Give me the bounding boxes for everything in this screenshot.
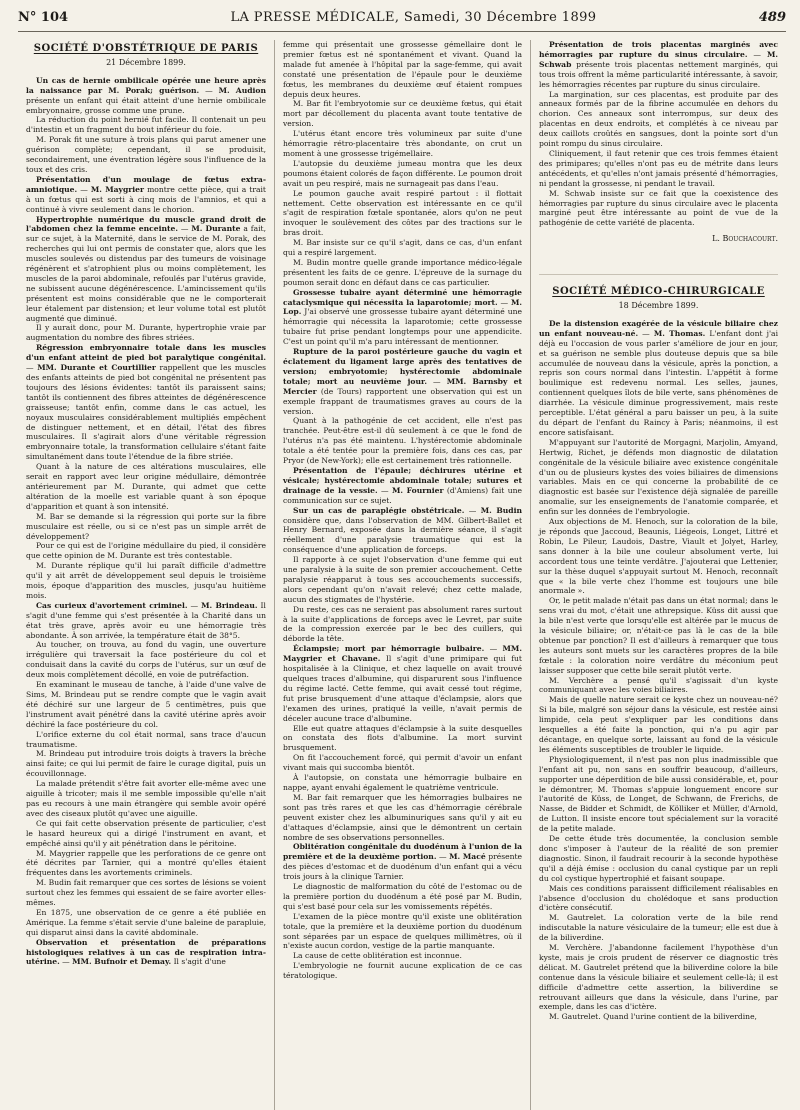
article-title: Présentation d'un moulage de fœtus extra-amniotique. [26, 174, 266, 194]
article-text: (de Tours) rapportent une observation qui est un exemple frappant de traumatismes graves au cours de la version. [283, 386, 522, 416]
article-paragraph: L'embryologie ne fournit aucune explication de ce cas tératologique. [283, 961, 522, 981]
signature: L. Bouchacourt. [712, 234, 778, 244]
article-paragraph: On fit l'accouchement forcé, qui permit d'avoir un enfant vivant mais qui succomba bientôt. [283, 753, 522, 773]
article-paragraph: M. Verchère a pensé qu'il s'agissait d'un kyste communiquant avec les voies biliaires. [539, 675, 778, 695]
article-paragraph: Grossesse tubaire ayant déterminé une hémorragie cataclysmique qui nécessita la laparotomie; mort. — M. Lop. J'ai observé une grossesse tubaire ayant déterminé une hémorragie qui nécessita la laparotomie; cette grossesse tubaire fut prise pendant longtemps pour une appendicite. C'est un point qu'il m'a paru intéressant de mentionner. [283, 287, 523, 347]
article-paragraph: Le poumon gauche avait respiré partout : il flottait nettement. Cette observation est intéressante en ce qu'il s'agit de respiration fœtale spontanée, alors qu'on ne peut invoquer le soulèvement des côtes par des tractions sur le bras droit. [283, 188, 522, 238]
society-date: 18 Décembre 1899. [618, 301, 699, 311]
article-title: Hypertrophie numérique du muscle grand droit de l'abdomen chez la femme enceinte. [26, 214, 266, 234]
article-title: Sur un cas de paraplégie obstétricale. [293, 505, 465, 515]
article-text: rappellent que les muscles des enfants atteints de pied bot congénital ne présentent pas toujours des lésions évidentes: tantôt ils paraissent sains; tantôt ils contiennent des fibres atteintes de dégénérescence graisseuse; tantôt enfin, comme dans le cas actuel, les noyaux musculaires considérablement multipliés empêchent de distinguer nettement, et en détail, l'état des fibres musculaires. Il s'agirait alors d'une véritable régression embryonnaire totale, la transformation cellulaire s'étant faite simultanément dans toute l'étendue de la fibre striée. [26, 363, 266, 462]
article-paragraph: Or, le petit malade n'était pas dans un état normal; dans le sens vrai du mot, c'était une athrepsique. Küss dit aussi que la bile n'est verte que lorsqu'elle est altérée par le mucus de la vésicule biliaire; or, n'était-ce pas là le cas de la bile obtenue par ponction? Il est d'ailleurs à remarquer que tous les auteurs sont muets sur les caractères propres de la bile fœtale : la coloration noire verdâtre du méconium peut laisser supposer que cette bile serait plutôt verte. [539, 596, 778, 675]
article-paragraph: Observation et présentation de préparations histologiques relatives à un cas de respiration intra-utérine. — MM. Bufnoir et Demay. Il s'agit d'une [26, 937, 266, 967]
article-text: Il s'agit d'une primipare qui fut hospitalisée à la Clinique, et chez laquelle on avait trouvé quelques traces d'albumine, qui disparurent sous l'influence du régime lacté. Cette femme, qui avait cessé tout régime, fut prise brusquement d'une attaque d'éclampsie, alors que l'examen des urines, pratiqué la veille, n'avait permis de déceler aucune trace d'albumine. [283, 654, 522, 723]
article-author: M. Maygrier [90, 184, 144, 194]
article-author: M. Audion [218, 85, 266, 95]
article-paragraph: Oblitération congénitale du duodénum à l'union de la première et de la deuxième portion. — M. Macé présente des pièces d'estomac et de duodénum d'un enfant qui a vécu trois jours à la clinique Tarnier. [283, 842, 523, 882]
article-paragraph: M. Brindeau put introduire trois doigts à travers la brèche ainsi faite; ce qui lui permit de faire le curage digital, puis un écouvillonnage. [26, 749, 266, 779]
article-paragraph: Quant à la pathogénie de cet accident, elle n'est pas tranchée. Peut-être est-il dû seulement à ce que le fond de l'utérus n'a pas été maintenu. L'hystérectomie abdominale totale a été tentée pour la première fois, dans ces cas, par Pryor (de New-York); elle est certainement très rationnelle. [283, 416, 522, 466]
article-paragraph: Présentation de trois placentas marginés avec hémorragies par rupture du sinus circulaire. — M. Schwab présente trois placentas nettement marginés, qui tous trois offrent la même particularité intéressante, à savoir, les hémorragies récentes par rupture du sinus circulaire. [539, 40, 779, 89]
article-paragraph: Un cas de hernie ombilicale opérée une heure après la naissance par M. Porak; guérison. — M. Audion présente un enfant qui était atteint d'une hernie ombilicale embryonnaire, grosse comme une prune. [26, 75, 266, 115]
article-author: M. Budin [480, 505, 522, 515]
article-paragraph: Hypertrophie numérique du muscle grand droit de l'abdomen chez la femme enceinte. — M. Durante a fait, sur ce sujet, à la Maternité, dans le service de M. Porak, des recherches qui lui ont permis de constater que, alors que les muscles soulevés ou distendus par des tumeurs de voisinage régénèrent et s'atrophient plus ou moins complètement, les muscles de la paroi abdominale, refoulés par l'utérus gravide, ne subissent aucune dégénérescence. L'amincissement qu'ils présentent est moins considérable que ne le comporterait leur étalement par distension; et leur volume total est plutôt augmenté que diminué. [26, 214, 266, 323]
society-title: SOCIÉTÉ D'OBSTÉTRIQUE DE PARIS [33, 43, 259, 54]
society-date: 21 Décembre 1899. [106, 57, 186, 67]
article-paragraph: En 1875, une observation de ce genre a été publiée en Amérique. La femme s'était servie d'une baleine de parapluie, qui disparut ainsi dans la cavité abdominale. [26, 907, 266, 937]
article-paragraph: M. Gautrelet. Quand l'urine contient de la biliverdine, [549, 1012, 757, 1022]
article-paragraph: M. Bar se demande si la régression qui porte sur la fibre musculaire est réelle, ou si ce n'est pas un simple arrêt de développement? [26, 511, 266, 541]
article-title: Régression embryonnaire totale dans les muscles d'un enfant atteint de pied bot paralytique congénital. [26, 343, 266, 363]
article-author: M. Lop. [283, 297, 523, 317]
article-text: Il s'agit d'une [173, 957, 226, 967]
article-paragraph: Il rapporte à ce sujet l'observation d'une femme qui eut une paralysie à la suite de son premier accouchement. Cette paralysie réapparut à tous ses accouchements successifs, alors cependant qu'on n'avait relevé; chez cette malade, aucun des stigmates de l'hystérie. [283, 555, 522, 604]
article-paragraph: L'examen de la pièce montre qu'il existe une oblitération totale, que la première et la deuxième portion du duodénum sont séparées par un espace de quelques millimètres, où il n'existe aucun cordon, vestige de la partie manquante. [283, 911, 522, 951]
article-author: MM. Barnsby et Mercier [283, 376, 523, 396]
article-author: MM. Durante et Courtillier [37, 363, 156, 373]
article-paragraph: M'appuyant sur l'autorité de Morgagni, Marjolin, Amyand, Hertwig, Richet, je défends mon diagnostic de dilatation congénitale de la vésicule biliaire avec existence congénitale d'un ou de plusieurs kystes des voies biliaires de dimensions variables. Mais en ce qui concerne la probabilité de ce diagnostic est basée sur l'existence déjà signalée de pareille anomalie, sur les enseignements de l'anatomie comparée, et enfin sur les données de l'embryologie. [539, 437, 778, 517]
journal-title: LA PRESSE MÉDICALE, Samedi, 30 Décembre 1899 [230, 10, 597, 25]
article-paragraph: La malade prétendit s'être fait avorter elle-même avec une aiguille à tricoter; mais il me semble impossible qu'elle n'ait pas eu recours à une main étrangère qui semble avoir opéré avec des ciseaux plutôt qu'avec une aiguille. [26, 779, 266, 818]
article-text: a fait, sur ce sujet, à la Maternité, dans le service de M. Porak, des recherches qui lui ont permis de constater que, alors que les muscles soulevés ou distendus par des tumeurs de voisinage régénèrent et s'atrophient plus ou moins complètement, les muscles de la paroi abdominale, refoulés par l'utérus gravide, ne subissent aucune dégénérescence. L'amincissement qu'ils présentent est moins considérable que ne le comporterait leur étalement par distension; et leur volume total est plutôt augmenté que diminué. [26, 224, 266, 323]
article-paragraph: La réduction du point hernié fut facile. Il contenait un peu d'intestin et un fragment du bout inférieur du foie. [26, 115, 266, 135]
article-paragraph: Cas curieux d'avortement criminel. — M. Brindeau. Il s'agit d'une femme qui s'est présentée à la Charité dans un état très grave, après avoir eu une hémorragie très abondante. À son arrivée, la température était de 38°5. [26, 600, 266, 640]
article-columns [18, 40, 786, 1110]
article-paragraph: De la distension exagérée de la vésicule biliaire chez un enfant nouveau-né. — M. Thomas. L'enfant dont j'ai déjà eu l'occasion de vous parler s'améliore de jour en jour, et sa guérison ne semble plus douteuse depuis que sa bile accumulée de nouveau dans la vésicule, après la ponction, a repris son cours normal dans l'intestin. L'appétit à forme boulimique est redevenu normal. Les selles, jaunes, contiennent quelques îlots de bile verte, sans phénomènes de diarrhée. La vésicule diminue progressivement, mais reste perceptible. L'état général a paru baisser un peu, à la suite du départ de l'enfant du Raincy à Paris; néanmoins, il est encore satisfaisant. [539, 318, 779, 437]
article-title: Rupture de la paroi postérieure gauche du vagin et éclatement du ligament large après des tentatives de version; embryotomie; hystérectomie abdominale totale; mort au neuvième jour. [283, 347, 522, 386]
article-text: J'ai observé une grossesse tubaire ayant déterminé une hémorragie qui nécessita la laparotomie; cette grossesse tubaire fut prise pendant longtemps pour une appendicite. C'est un point qu'il m'a paru intéressant de mentionner. [283, 307, 522, 347]
article-author: M. Thomas. [653, 328, 706, 338]
article-title: Cas curieux d'avortement criminel. [36, 600, 188, 610]
article-paragraph: Sur un cas de paraplégie obstétricale. — M. Budin considère que, dans l'observation de MM. Gilbert-Ballet et Henry Bernard, exposée dans la dernière séance, il s'agit réellement d'une paralysie traumatique qui est la conséquence d'une application de forceps. [283, 505, 522, 555]
article-text: (d'Amiens) fait une communication sur ce sujet. [283, 485, 522, 505]
article-title: Éclampsie; mort par hémorragie bulbaire. [293, 644, 485, 654]
article-author: MM. Bufnoir et Demay. [72, 957, 172, 967]
article-title: Présentation de trois placentas marginés avec hémorragies par rupture du sinus circulaire. [539, 40, 778, 59]
article-paragraph: La cause de cette oblitération est inconnue. [293, 951, 462, 961]
article-paragraph: M. Budin montre quelle grande importance médico-légale présentent les faits de ce genre. L'épreuve de la surnage du poumon serait donc en défaut dans ce cas particulier. [283, 257, 522, 287]
article-paragraph: M. Bar fit l'embryotomie sur ce deuxième fœtus, qui était mort par décollement du placenta avant toute tentative de version. [283, 99, 522, 129]
article-paragraph: Quant à la nature de ces altérations musculaires, elle serait en rapport avec leur origine médullaire, démontrée antérieurement par M. Durante, qui admet que cette altération de la moelle est variable quant à son époque d'apparition et quant à son intensité. [26, 462, 266, 511]
page-number: 489 [758, 10, 786, 25]
article-paragraph: Ce qui fait cette observation présente de particulier, c'est le hasard heureux qui a dirigé l'instrument en avant, et empêché ainsi qu'il y ait pénétration dans le péritoine. [26, 818, 266, 848]
issue-number: N° 104 [18, 10, 69, 25]
article-paragraph: Du reste, ces cas ne seraient pas absolument rares surtout à la suite d'applications de forceps avec le Levret, par suite de la compression exercée par le bec des cuillers, qui déborde la tête. [283, 604, 522, 644]
article-text: présente des pièces d'estomac et de duodénum d'un enfant qui a vécu trois jours à la clinique Tarnier. [283, 852, 523, 882]
article-title: Observation et présentation de préparations histologiques relatives à un cas de respiration intra-utérine. [26, 937, 266, 967]
article-paragraph: Pour ce qui est de l'origine médullaire du pied, il considère que cette opinion de M. Durante est très contestable. [26, 541, 266, 561]
article-paragraph: Elle eut quatre attaques d'éclampsie à la suite desquelles on constata des flots d'albumine. La mort survint brusquement. [283, 723, 522, 753]
article-paragraph: Mais de quelle nature serait ce kyste chez un nouveau-né? Si la bile, malgré son séjour dans la vésicule, est restée ainsi limpide, cela peut s'expliquer par les conditions dans lesquelles a été faite la ponction, qui n'a pu agir par décantage, en quelque sorte, laissant au fond de la vésicule les éléments susceptibles de troubler le liquide. [539, 695, 778, 754]
article-paragraph: Au toucher, on trouva, au fond du vagin, une ouverture irrégulière qui traversait la face postérieure du col et conduisait dans la cavité du corps de l'utérus, sur un œuf de deux mois complètement décollé, en voie de putréfaction. [26, 640, 266, 680]
article-title: Présentation de l'épaule; déchirures utérine et vésicale; hystérectomie abdominale totale; sutures et drainage de la vessie. [283, 465, 522, 495]
article-title: Un cas de hernie ombilicale opérée une heure après la naissance par M. Porak; guérison. [26, 75, 266, 95]
column-3 [530, 40, 786, 1110]
article-text: Il s'agit d'une femme qui s'est présentée à la Charité dans un état très grave, après avoir eu une hémorragie très abondante. À son arrivée, la température était de 38°5. [26, 600, 266, 640]
article-text: montre cette pièce, qui a trait à un fœtus qui est sorti à cinq mois de l'amnios, et qui a continué à vivre seulement dans le chorion. [26, 184, 266, 214]
section-divider [539, 258, 778, 275]
column-2 [274, 40, 530, 1110]
article-paragraph: Régression embryonnaire totale dans les muscles d'un enfant atteint de pied bot paralytique congénital. — MM. Durante et Courtillier rappellent que les muscles des enfants atteints de pied bot congénital ne présentent pas toujours des lésions évidentes: tantôt ils paraissent sains; tantôt ils contiennent des fibres atteintes de dégénérescence graisseuse; tantôt enfin, comme dans le cas actuel, les noyaux musculaires considérablement multipliés empêchent de distinguer nettement, et en détail, l'état des fibres musculaires. Il s'agirait alors d'une véritable régression embryonnaire totale, la transformation cellulaire s'étant faite simultanément dans toute l'étendue de la fibre striée. [26, 343, 266, 462]
article-paragraph: M. Schwab insiste sur ce fait que la coexistence des hémorragies par rupture du sinus circulaire avec le placenta marginé peut être intéressante au point de vue de la pathogénie de cette variété de placenta. [539, 188, 778, 228]
article-paragraph: Présentation de l'épaule; déchirures utérine et vésicale; hystérectomie abdominale totale; sutures et drainage de la vessie. — M. Fournier (d'Amiens) fait une communication sur ce sujet. [283, 465, 522, 505]
article-paragraph: La margination, sur ces placentas, est produite par des anneaux formés par de la fibrine accumulée en dehors du chorion. Ces anneaux sont interrompus, sur deux des placentas en deux endroits, et complétés à ce niveau par deux caillots croûtés en sangsues, dont la pointe sort d'un point rompu du sinus circulaire. [539, 89, 778, 149]
article-text: présente un enfant qui était atteint d'une hernie ombilicale embryonnaire, grosse comme une prune. [26, 95, 266, 115]
article-title: Grossesse tubaire ayant déterminé une hémorragie cataclysmique qui nécessita la laparotomie; mort. [283, 287, 522, 307]
article-paragraph: Présentation d'un moulage de fœtus extra-amniotique. — M. Maygrier montre cette pièce, qui a trait à un fœtus qui est sorti à cinq mois de l'amnios, et qui a continué à vivre seulement dans le chorion. [26, 174, 266, 214]
article-paragraph: M. Durante réplique qu'il lui paraît difficile d'admettre qu'il y ait arrêt de développement seul depuis le troisième mois, époque d'apparition des muscles, jusqu'au huitième mois. [26, 561, 266, 600]
society-title: SOCIÉTÉ MÉDICO-CHIRURGICALE [552, 286, 765, 298]
article-title: De la distension exagérée de la vésicule biliaire chez un enfant nouveau-né. [539, 318, 778, 338]
article-paragraph: femme qui présentait une grossesse gémellaire dont le premier fœtus est né spontanément et vivant. Quand la malade fut amenée à l'hôpital par la sage-femme, qui avait constaté une présentation de l'épaule pour le deuxième fœtus, les membranes du deuxième œuf étaient rompues depuis deux heures. [283, 40, 522, 99]
article-paragraph: M. Bar fait remarquer que les hémorragies bulbaires ne sont pas très rares et que les cas d'hémorragie cérébrale peuvent exister chez les albuminuriques sans qu'il y ait eu d'attaques d'éclampsie, ainsi que le démontrent un certain nombre de ses observations personnelles. [283, 792, 522, 842]
article-paragraph: L'autopsie du deuxième jumeau montra que les deux poumons étaient colorés de façon différente. Le poumon droit avait un peu respiré, mais ne surnageait pas dans l'eau. [283, 158, 522, 188]
article-text: présente trois placentas nettement marginés, qui tous trois offrent la même particularité intéressante, à savoir, les hémorragies récentes par rupture du sinus circulaire. [539, 59, 778, 89]
article-paragraph: L'orifice externe du col était normal, sans trace d'aucun traumatisme. [26, 729, 266, 749]
article-paragraph: M. Budin fait remarquer que ces sortes de lésions se voient surtout chez les femmes qui essaient de se faire avorter elles-mêmes. [26, 878, 266, 908]
article-paragraph: M. Bar insiste sur ce qu'il s'agit, dans ce cas, d'un enfant qui a respiré largement. [283, 238, 522, 258]
article-paragraph: Éclampsie; mort par hémorragie bulbaire. — MM. Maygrier et Chavane. Il s'agit d'une primipare qui fut hospitalisée à la Clinique, et chez laquelle on avait trouvé quelques traces d'albumine, qui disparurent sous l'influence du régime lacté. Cette femme, qui avait cessé tout régime, fut prise brusquement d'une attaque d'éclampsie, alors que l'examen des urines, pratiqué la veille, n'avait permis de déceler aucune trace d'albumine. [283, 644, 522, 723]
article-author: MM. Maygrier et Chavane. [283, 644, 522, 664]
article-title: Oblitération congénitale du duodénum à l'union de la première et de la deuxième portion. [283, 842, 522, 862]
article-text: L'enfant dont j'ai déjà eu l'occasion de vous parler s'améliore de jour en jour, et sa guérison ne semble plus douteuse depuis que sa bile accumulée de nouveau dans la vésicule, après la ponction, a repris son cours normal dans l'intestin. L'appétit à forme boulimique est redevenu normal. Les selles, jaunes, contiennent quelques îlots de bile verte, sans phénomènes de diarrhée. La vésicule diminue progressivement, mais reste perceptible. L'état général a paru baisser un peu, à la suite du départ de l'enfant du Raincy à Paris; néanmoins, il est encore satisfaisant. [539, 328, 779, 437]
article-paragraph: Cliniquement, il faut retenir que ces trois femmes étaient des primipares; qu'elles n'ont pas eu de métrite dans leurs antécédents, et qu'elles n'ont jamais présenté d'hémorragies, ni pendant la grossesse, ni pendant le travail. [539, 148, 778, 188]
column-1 [18, 40, 274, 1110]
article-paragraph: M. Verchère. J'abandonne facilement l'hypothèse d'un kyste, mais je crois prudent de réserver ce diagnostic très délicat. M. Gautrelet prétend que la biliverdine colore la bile contenue dans la vésicule biliaire et seulement celle-là; il est difficile d'admettre cette assertion, la biliverdine se retrouvant ailleurs que dans la vésicule, dans l'urine, par exemple, dans les cas d'ictère. [539, 943, 778, 1012]
masthead [18, 10, 786, 32]
article-paragraph: Rupture de la paroi postérieure gauche du vagin et éclatement du ligament large après des tentatives de version; embryotomie; hystérectomie abdominale totale; mort au neuvième jour. — MM. Barnsby et Mercier (de Tours) rapportent une observation qui est un exemple frappant de traumatismes graves au cours de la version. [283, 347, 523, 416]
article-paragraph: M. Maygrier rappelle que les perforations de ce genre ont été décrites par Tarnier, qui a montré qu'elles étaient fréquentes dans les avortements criminels. [26, 848, 266, 878]
article-paragraph: De cette étude très documentée, la conclusion semble donc s'imposer à l'auteur de la réalité de son premier diagnostic. Sinon, il faudrait recourir à la seconde hypothèse qu'il a déjà émise : occlusion du canal cystique par un repli du col cystique hypertrophié et faisant soupape. [539, 834, 778, 883]
article-author: M. Schwab [539, 49, 779, 69]
article-paragraph: En examinant le museau de tanche, à l'aide d'une valve de Sims, M. Brindeau put se rendre compte que le vagin avait été déchiré sur une largeur de 5 centimètres, puis que l'instrument avait pénétré dans la cavité utérine après avoir déchiré la face postérieure du col. [26, 680, 266, 729]
article-paragraph: M. Gautrelet. La coloration verte de la bile rend indiscutable la nature vésiculaire de la tumeur; elle est due à de la biliverdine. [539, 913, 778, 943]
article-paragraph: Aux objections de M. Henoch, sur la coloration de la bile, je réponds que Jaccoud, Beaunis, Liégeois, Longet, Littré et Robin, Le Pileur, Laudois, Dastre, Viault et Jolyet, Harley, sans donner à la bile une couleur absolument verte, lui accordent tous une teinte verdâtre. J'ajouterai que Lettenier, sur la thèse duquel s'appuyait surtout M. Henoch, reconnaît que « la bile verte chez l'homme est toujours une bile anormale ». [539, 517, 778, 596]
article-paragraph: L'utérus étant encore très volumineux par suite d'une hémorragie rétro-placentaire très abondante, on crut un moment à une grossesse trigémellaire. [283, 129, 522, 158]
article-paragraph: Il y aurait donc, pour M. Durante, hypertrophie vraie par augmentation du nombre des fibres striées. [26, 323, 266, 343]
article-author: M. Durante [191, 224, 241, 234]
article-author: M. Fournier [392, 485, 444, 495]
article-paragraph: Physiologiquement, il n'est pas non plus inadmissible que l'enfant ait pu, non sans en souffrir beaucoup, d'ailleurs, supporter une déperdition de bile aussi considérable, et, pour le démontrer, M. Thomas s'appuie longuement encore sur l'autorité de Küss, de Longet, de Schwann, de Frerichs, de Nasse, de Bidder et Schmidt, de Kölliker et Müller, d'Arnold, de Lutton. Il insiste encore tout spécialement sur la voracité de la petite malade. [539, 754, 778, 834]
article-paragraph: Mais ces conditions paraissent difficilement réalisables en l'absence d'occlusion du cholédoque et sans production d'ictère consécutif. [539, 883, 778, 913]
article-author: M. Macé [449, 852, 486, 862]
article-paragraph: Le diagnostic de malformation du côté de l'estomac ou de la première portion du duodénum a été posé par M. Budin, qui s'est basé pour cela sur les vomissements répétés. [283, 882, 522, 911]
article-author: M. Brindeau. [201, 600, 258, 610]
article-paragraph: À l'autopsie, on constata une hémorragie bulbaire en nappe, ayant envahi également le quatrième ventricule. [283, 773, 522, 792]
article-text: considère que, dans l'observation de MM. Gilbert-Ballet et Henry Bernard, exposée dans la dernière séance, il s'agit réellement d'une paralysie traumatique qui est la conséquence d'une application de forceps. [283, 515, 522, 555]
article-paragraph: M. Porak fit une suture à trois plans qui parut amener une guérison complète; cependant, il se produisit, secondairement, une éventration légère sous l'influence de la toux et des cris. [26, 135, 266, 174]
